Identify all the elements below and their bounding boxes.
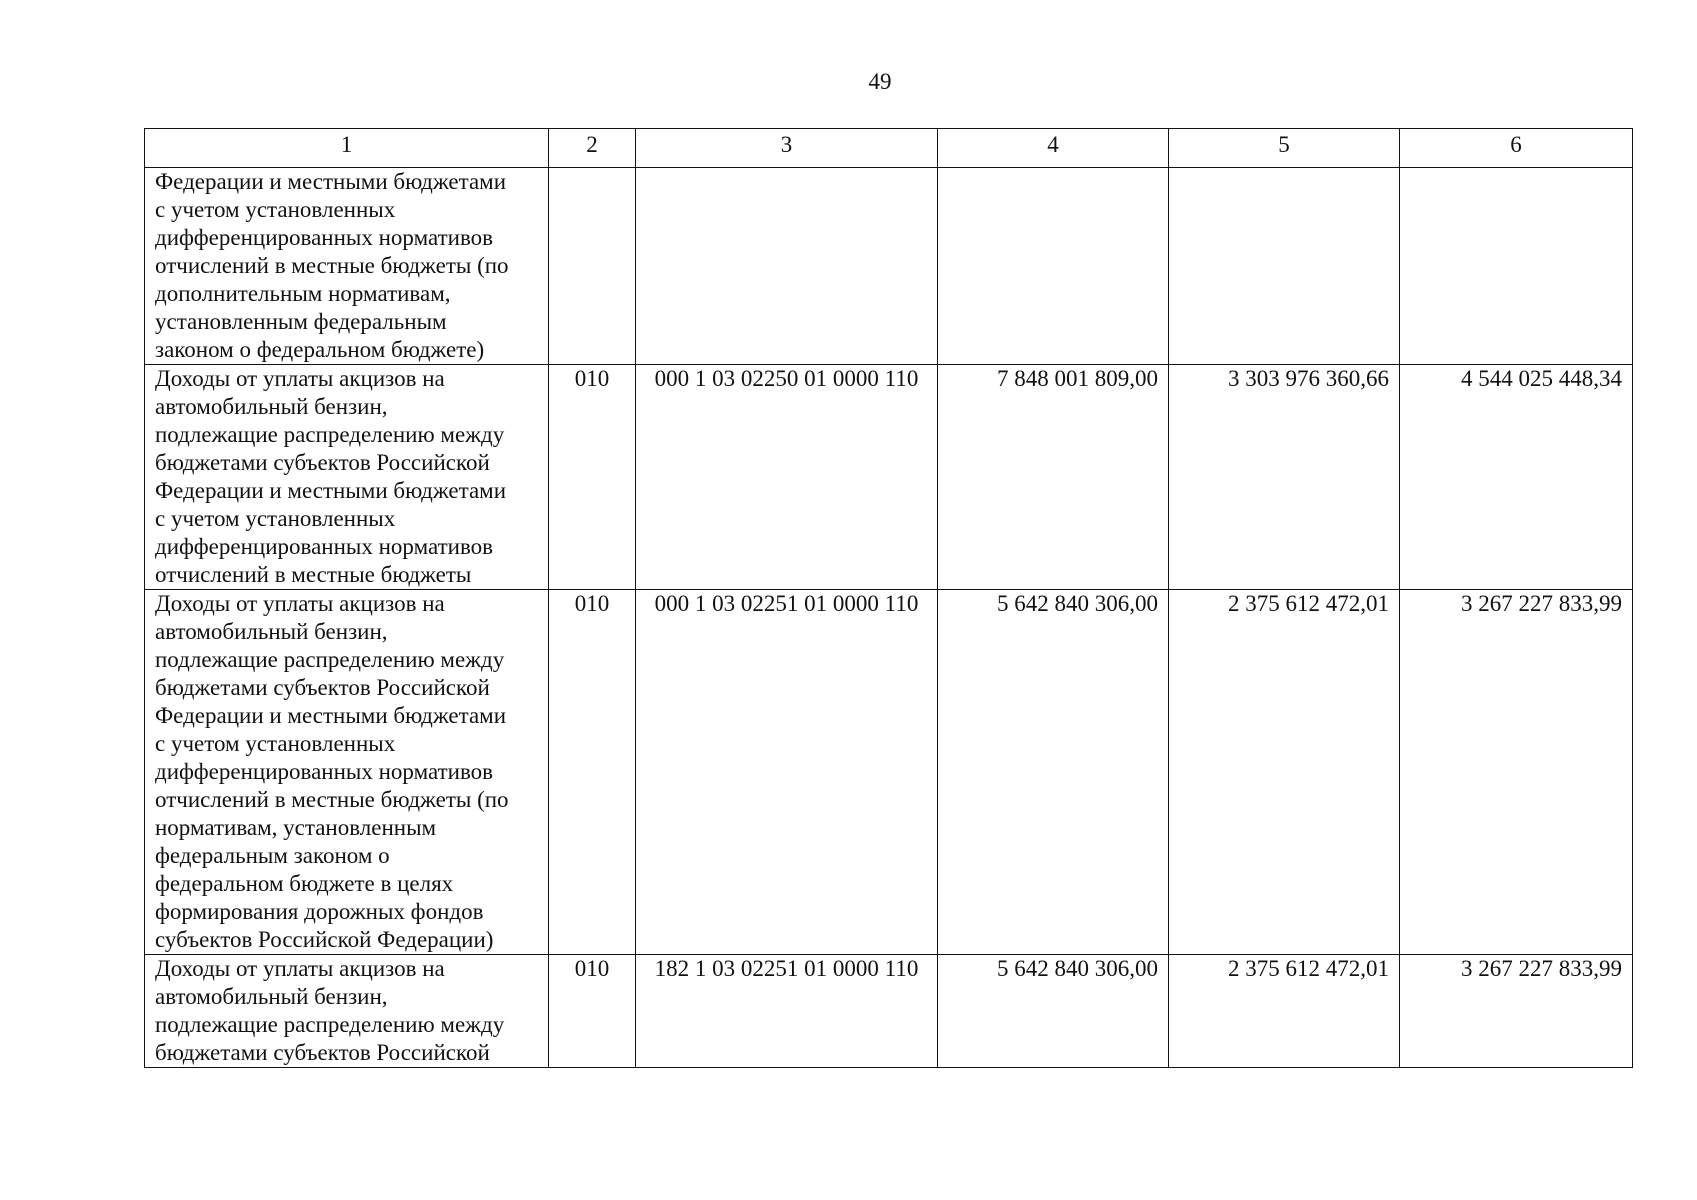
approved-amount-cell: [938, 168, 1169, 365]
description-line: с учетом установленных: [155, 731, 396, 756]
description-line: формирования дорожных фондов: [155, 899, 484, 924]
line-code-cell: 010: [549, 590, 636, 955]
approved-amount-cell: 7 848 001 809,00: [938, 365, 1169, 590]
page-number: 49: [868, 69, 892, 94]
description-line: Доходы от уплаты акцизов на: [155, 956, 445, 981]
description-line: отчислений в местные бюджеты: [155, 562, 472, 587]
income-code-cell: 182 1 03 02251 01 0000 110: [636, 955, 938, 1068]
description-line: дифференцированных нормативов: [155, 534, 494, 559]
unexecuted-amount-cell: 3 267 227 833,99: [1400, 955, 1633, 1068]
row-description: [145, 955, 549, 1068]
description-line: автомобильный бензин,: [155, 394, 388, 419]
column-header: 1: [145, 129, 549, 168]
row-description: [145, 168, 549, 365]
table-header: [145, 129, 1633, 168]
line-code-cell: [549, 168, 636, 365]
description-line: автомобильный бензин,: [155, 984, 388, 1009]
row-description: [145, 365, 549, 590]
table-row: [145, 365, 1633, 590]
description-line: бюджетами субъектов Российской: [155, 675, 490, 700]
row-description: [145, 590, 549, 955]
description-line: Федерации и местными бюджетами: [155, 478, 507, 503]
column-header: 2: [549, 129, 636, 168]
line-code-cell: 010: [549, 365, 636, 590]
column-header: 4: [938, 129, 1169, 168]
description-line: установленным федеральным: [155, 309, 447, 334]
table-body: [145, 168, 1633, 1068]
description-line: с учетом установленных: [155, 197, 396, 222]
executed-amount-cell: 3 303 976 360,66: [1169, 365, 1400, 590]
unexecuted-amount-cell: 4 544 025 448,34: [1400, 365, 1633, 590]
description-line: дополнительным нормативам,: [155, 281, 451, 306]
description-line: Федерации и местными бюджетами: [155, 703, 507, 728]
description-line: бюджетами субъектов Российской: [155, 450, 490, 475]
table-row: [145, 168, 1633, 365]
executed-amount-cell: [1169, 168, 1400, 365]
income-code-cell: 000 1 03 02251 01 0000 110: [636, 590, 938, 955]
description-line: Доходы от уплаты акцизов на: [155, 591, 445, 616]
table-row: [145, 955, 1633, 1068]
description-line: федеральном бюджете в целях: [155, 871, 454, 896]
column-header: 3: [636, 129, 938, 168]
column-header: 6: [1400, 129, 1633, 168]
description-line: с учетом установленных: [155, 506, 396, 531]
description-line: нормативам, установленным: [155, 815, 437, 840]
description-line: подлежащие распределению между: [155, 647, 505, 672]
approved-amount-cell: 5 642 840 306,00: [938, 590, 1169, 955]
description-line: дифференцированных нормативов: [155, 225, 494, 250]
unexecuted-amount-cell: [1400, 168, 1633, 365]
approved-amount-cell: 5 642 840 306,00: [938, 955, 1169, 1068]
column-header: 5: [1169, 129, 1400, 168]
income-code-cell: 000 1 03 02250 01 0000 110: [636, 365, 938, 590]
table-row: [145, 590, 1633, 955]
executed-amount-cell: 2 375 612 472,01: [1169, 590, 1400, 955]
header-row: [145, 129, 1633, 168]
description-line: автомобильный бензин,: [155, 619, 388, 644]
description-line: бюджетами субъектов Российской: [155, 1040, 490, 1065]
description-line: подлежащие распределению между: [155, 1012, 505, 1037]
budget-income-table: [144, 128, 1633, 1068]
unexecuted-amount-cell: 3 267 227 833,99: [1400, 590, 1633, 955]
description-line: отчислений в местные бюджеты (по: [155, 253, 509, 278]
income-code-cell: [636, 168, 938, 365]
description-line: законом о федеральном бюджете): [155, 337, 485, 362]
description-line: отчислений в местные бюджеты (по: [155, 787, 509, 812]
description-line: Доходы от уплаты акцизов на: [155, 366, 445, 391]
description-line: дифференцированных нормативов: [155, 759, 494, 784]
description-line: федеральным законом о: [155, 843, 390, 868]
description-line: Федерации и местными бюджетами: [155, 169, 507, 194]
description-line: подлежащие распределению между: [155, 422, 505, 447]
description-line: субъектов Российской Федерации): [155, 927, 494, 952]
line-code-cell: 010: [549, 955, 636, 1068]
executed-amount-cell: 2 375 612 472,01: [1169, 955, 1400, 1068]
